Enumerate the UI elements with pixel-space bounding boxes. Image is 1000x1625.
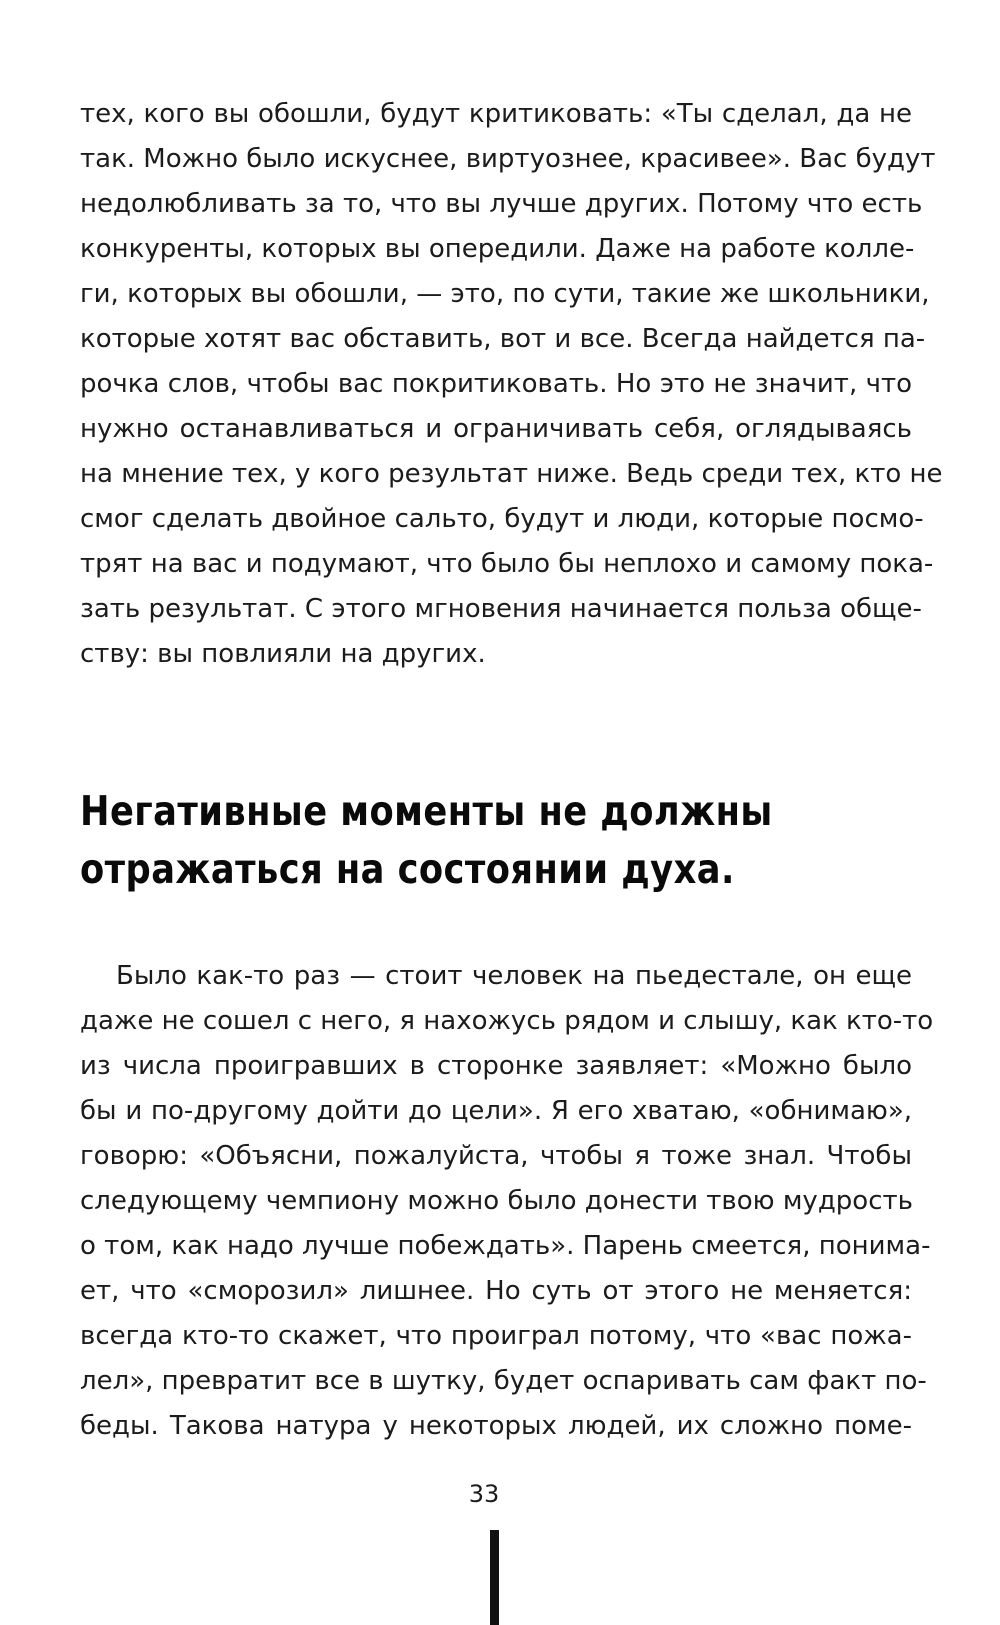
- text-line: о том, как надо лучше побеждать». Парень смеется, понима-: [80, 1231, 931, 1261]
- text-line: из числа проигравших в сторонке заявляет: «Можно было: [80, 1051, 912, 1081]
- text-line: беды. Такова натура у некоторых людей, их сложно поме-: [80, 1411, 912, 1441]
- text-line: даже не сошел с него, я нахожусь рядом и слышу, как кто-то: [80, 1006, 934, 1036]
- section-heading: [80, 782, 773, 898]
- heading-line: Негативные моменты не должны: [80, 787, 773, 835]
- text-line: тех, кого вы обошли, будут критиковать: «Ты сделал, да не: [80, 99, 912, 129]
- text-line: ги, которых вы обошли, — это, по сути, такие же школьники,: [80, 279, 930, 309]
- text-line: зать результат. С этого мгновения начинается польза обще-: [80, 594, 922, 624]
- text-line: нужно останавливаться и ограничивать себя, оглядываясь: [80, 414, 912, 444]
- text-line: говорю: «Объясни, пожалуйста, чтобы я тоже знал. Чтобы: [80, 1141, 912, 1171]
- text-line: бы и по-другому дойти до цели». Я его хватаю, «обнимаю»,: [80, 1096, 912, 1126]
- text-line: которые хотят вас обставить, вот и все. Всегда найдется па-: [80, 324, 926, 354]
- page-edge-marker: [490, 1530, 499, 1625]
- body-paragraph-bottom: [80, 954, 934, 1449]
- text-line: так. Можно было искуснее, виртуознее, красивее». Вас будут: [80, 144, 936, 174]
- text-line: недолюбливать за то, что вы лучше других. Потому что есть: [80, 189, 923, 219]
- page-number: 33: [468, 1480, 500, 1508]
- text-line: конкуренты, которых вы опередили. Даже на работе колле-: [80, 234, 915, 264]
- text-line: смог сделать двойное сальто, будут и люди, которые посмо-: [80, 504, 924, 534]
- body-paragraph-top: [80, 92, 943, 677]
- text-line: лел», превратит все в шутку, будет оспаривать сам факт по-: [80, 1366, 927, 1396]
- heading-line: отражаться на состоянии духа.: [80, 845, 735, 893]
- text-line: трят на вас и подумают, что было бы неплохо и самому пока-: [80, 549, 934, 579]
- text-line: ству: вы повлияли на других.: [80, 639, 486, 669]
- text-line: следующему чемпиону можно было донести твою мудрость: [80, 1186, 913, 1216]
- text-line: рочка слов, чтобы вас покритиковать. Но это не значит, что: [80, 369, 912, 399]
- text-line: всегда кто-то скажет, что проиграл потому, что «вас пожа-: [80, 1321, 912, 1351]
- text-line: ет, что «сморозил» лишнее. Но суть от этого не меняется:: [80, 1276, 912, 1306]
- text-line: Было как-то раз — стоит человек на пьедестале, он еще: [116, 961, 912, 991]
- text-line: на мнение тех, у кого результат ниже. Ведь среди тех, кто не: [80, 459, 943, 489]
